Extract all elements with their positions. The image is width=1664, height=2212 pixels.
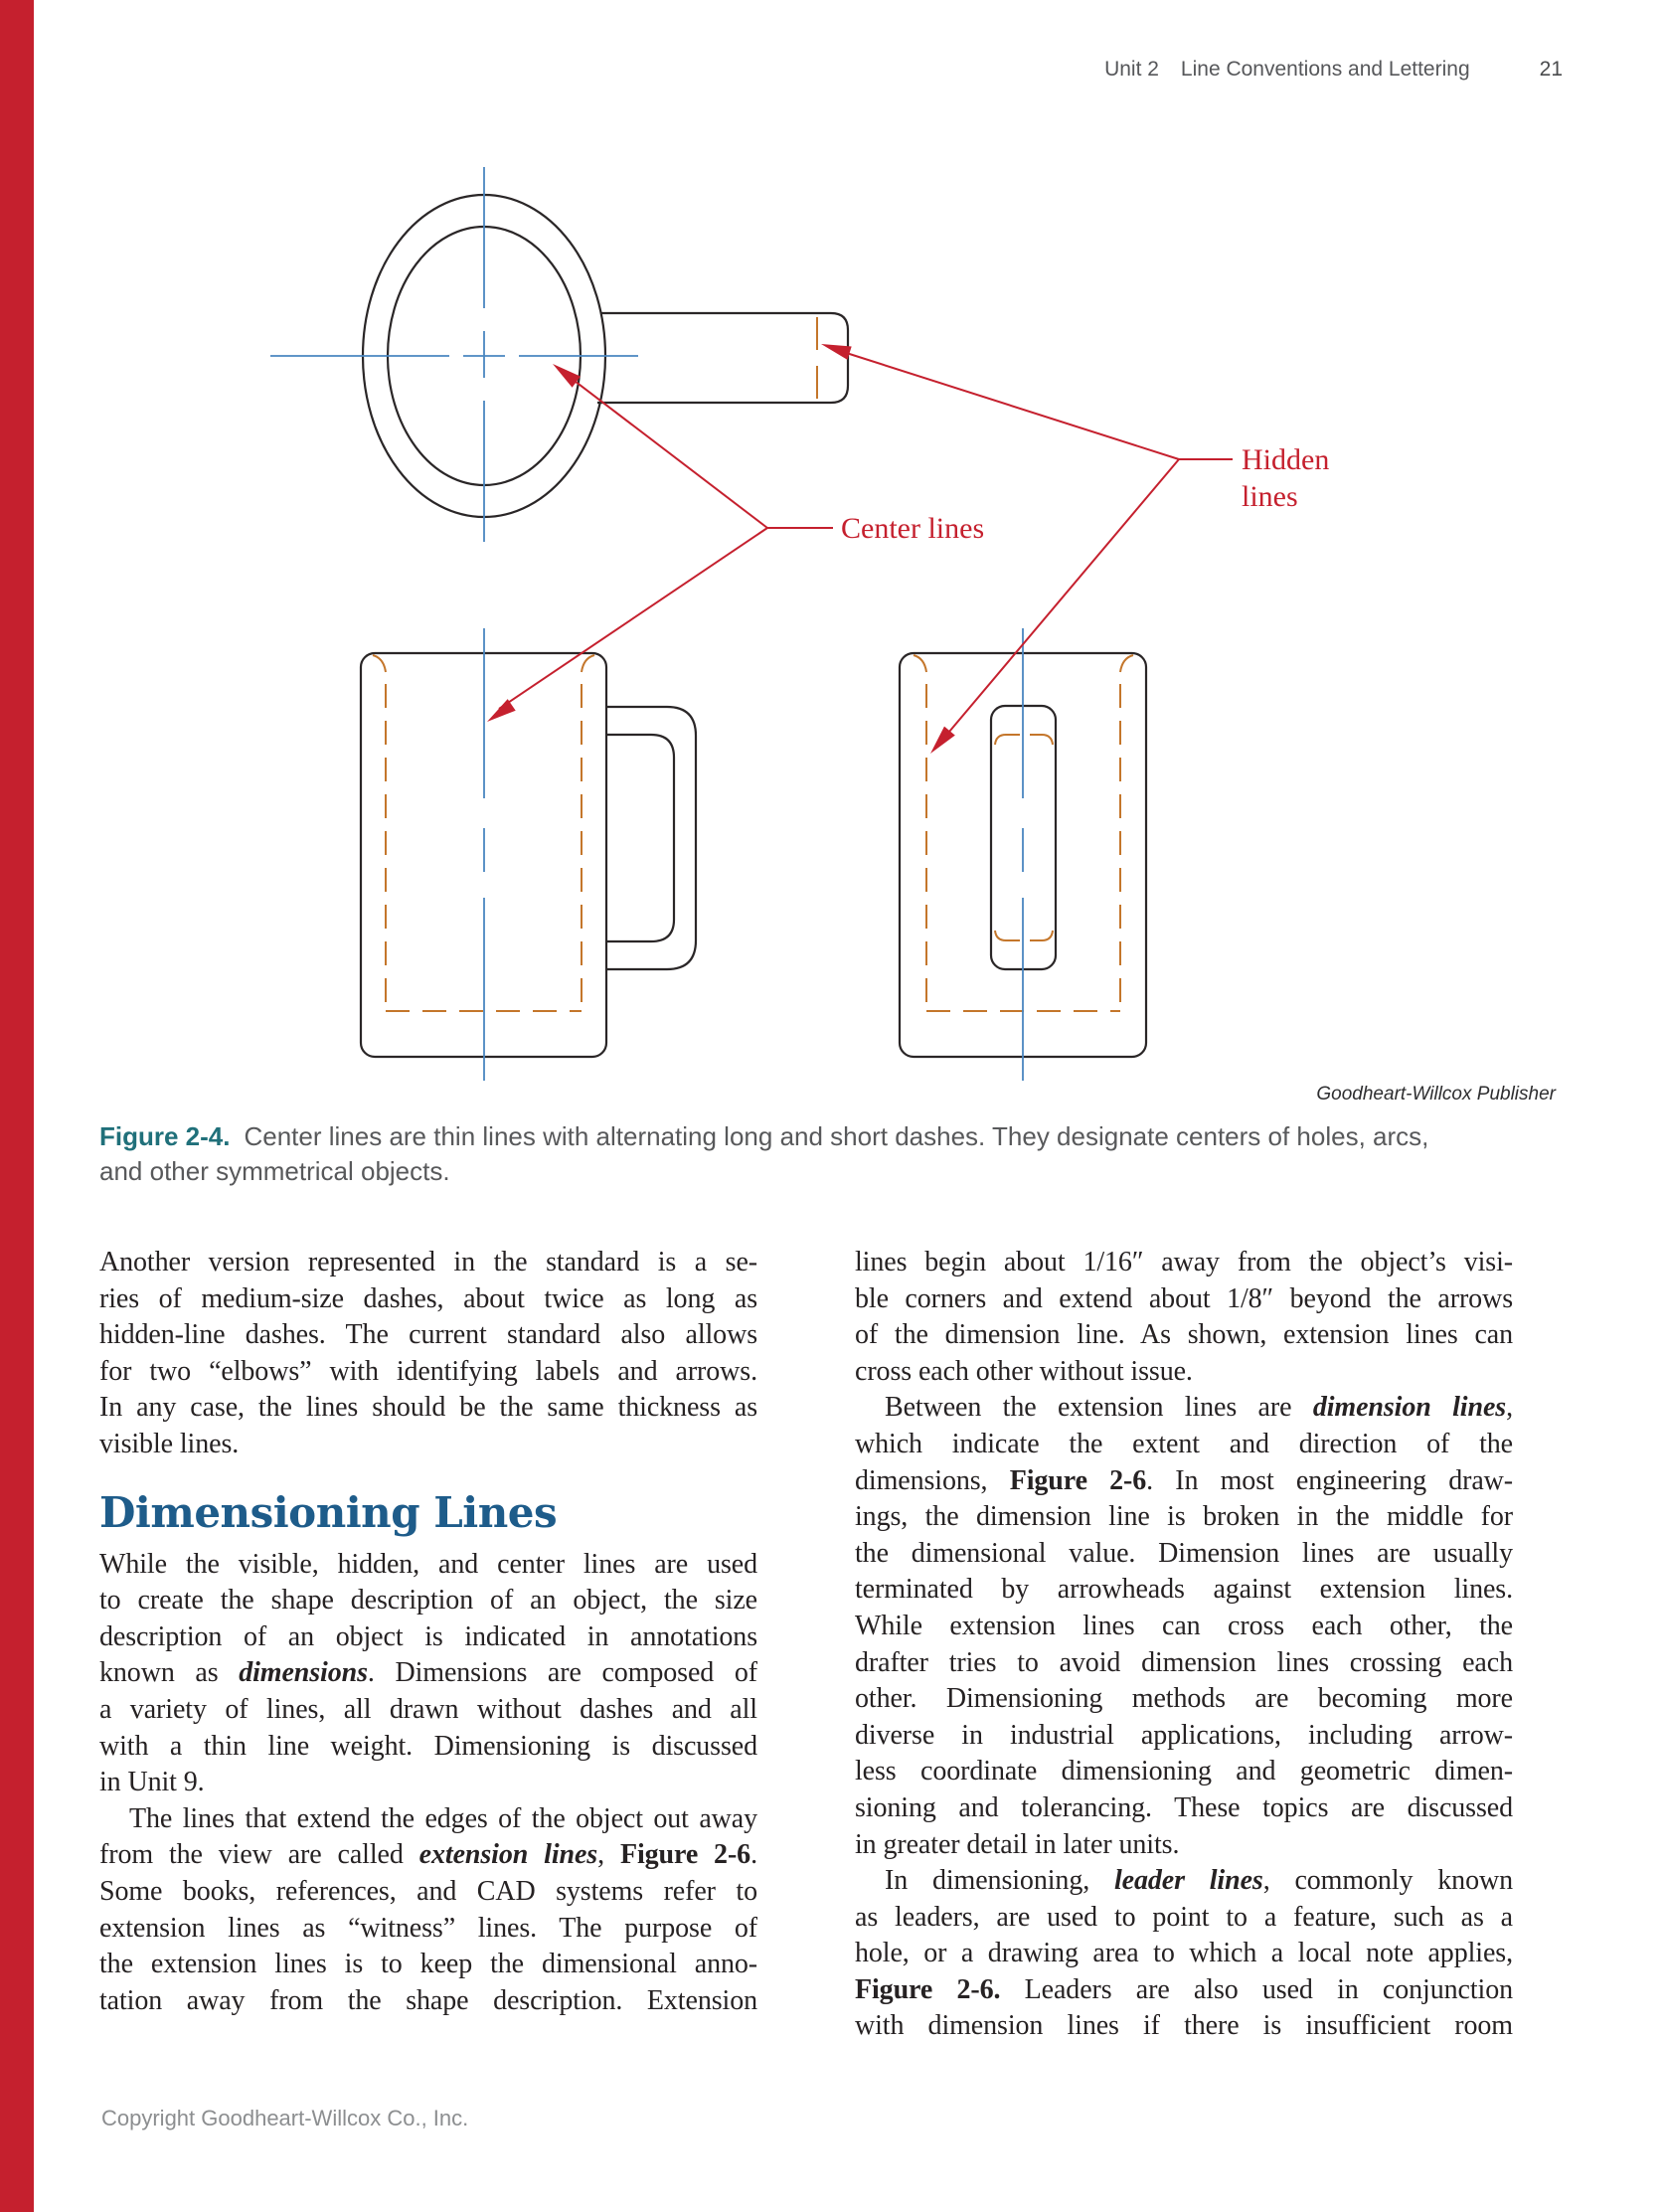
text-line <box>99 1874 757 1911</box>
text-segment: tation away from the shape description. Extension <box>99 1984 757 2016</box>
top-view <box>270 167 848 542</box>
text-segment: diverse in industrial applications, including arrow- <box>855 1719 1513 1751</box>
text-segment: the dimensional value. Dimension lines are usually <box>855 1537 1513 1569</box>
text-line <box>99 1547 757 1584</box>
figure-caption <box>99 1119 1476 1189</box>
text-segment: In any case, the lines should be the same thickness as <box>99 1392 757 1424</box>
emphasized-term: dimensions <box>239 1657 368 1689</box>
handle-outer <box>606 707 696 969</box>
publisher-credit: Goodheart-Willcox Publisher <box>1316 1084 1556 1105</box>
text-segment: , <box>1506 1392 1513 1424</box>
header-title: Line Conventions and Lettering <box>1180 58 1470 81</box>
text-line <box>855 1317 1513 1354</box>
front-view <box>361 628 696 1081</box>
text-line <box>99 1245 757 1281</box>
text-line <box>855 1681 1513 1718</box>
hidden-slot-bottom <box>995 931 1020 940</box>
figure-caption-line1 <box>99 1119 1476 1154</box>
text-segment: hole, or a drawing area to which a local note applies, <box>855 1938 1513 1969</box>
text-line <box>855 1645 1513 1682</box>
column-left <box>99 1245 757 2019</box>
text-segment: as leaders, are used to point to a feature, such as a <box>855 1901 1513 1933</box>
text-line <box>99 1281 757 1318</box>
text-segment: . In most engineering draw- <box>1146 1464 1513 1496</box>
hidden-lines-label: lines <box>1242 480 1298 513</box>
copyright-footer: Copyright Goodheart-Willcox Co., Inc. <box>101 2106 469 2130</box>
text-segment: terminated by arrowheads against extension lines. <box>855 1574 1513 1606</box>
text-line <box>855 2008 1513 2045</box>
hidden-slot-top <box>1030 735 1053 745</box>
text-line <box>855 1499 1513 1536</box>
text-segment: in Unit 9. <box>99 1767 205 1798</box>
figure-caption-line2: and other symmetrical objects. <box>99 1156 450 1186</box>
paragraph <box>855 1863 1513 2045</box>
text-line <box>855 1281 1513 1318</box>
text-line <box>855 1718 1513 1755</box>
arrowhead <box>553 364 581 388</box>
text-line <box>855 1790 1513 1827</box>
hidden-lines-label: Hidden <box>1242 443 1330 476</box>
text-line <box>855 1972 1513 2009</box>
text-segment: While the visible, hidden, and center lines are used <box>99 1548 757 1580</box>
text-segment: less coordinate dimensioning and geometric dimen- <box>855 1756 1513 1787</box>
text-segment: known as <box>99 1657 240 1689</box>
text-line <box>855 1354 1513 1391</box>
arrowhead <box>487 699 516 722</box>
text-line <box>99 1692 757 1729</box>
text-segment: Another version represented in the standard is a se- <box>99 1247 757 1277</box>
text-segment: sioning and tolerancing. These topics are discussed <box>855 1791 1513 1823</box>
text-segment: dimensions, <box>855 1464 1010 1496</box>
text-line <box>99 1390 757 1427</box>
text-segment: Some books, references, and CAD systems refer to <box>99 1875 757 1907</box>
text-line <box>855 1754 1513 1790</box>
text-segment: the extension lines is to keep the dimensional anno- <box>99 1949 757 1980</box>
figure-caption-tag: Figure 2-4. <box>99 1121 231 1151</box>
text-line <box>855 1463 1513 1500</box>
text-segment: , commonly known <box>1262 1865 1513 1897</box>
paragraph <box>99 1245 757 1463</box>
text-line <box>855 1572 1513 1609</box>
text-line <box>99 1837 757 1874</box>
text-segment: extension lines as “witness” lines. The purpose of <box>99 1912 757 1944</box>
text-line <box>855 1900 1513 1937</box>
text-segment: Between the extension lines are <box>885 1392 1313 1424</box>
hidden-corner-right <box>1120 655 1133 672</box>
text-segment: which indicate the extent and direction of the <box>855 1428 1513 1459</box>
leader-line <box>567 375 767 528</box>
text-line <box>99 1427 757 1463</box>
text-segment: ings, the dimension line is broken in the middle for <box>855 1501 1513 1533</box>
text-segment: Leaders are also used in conjunction <box>1000 1973 1513 2005</box>
header-unit: Unit 2 <box>1104 58 1159 81</box>
hidden-slot-top <box>995 735 1020 745</box>
text-line <box>99 1317 757 1354</box>
emphasized-term: dimension lines <box>1312 1392 1507 1424</box>
text-line <box>855 1536 1513 1573</box>
text-line <box>99 1655 757 1692</box>
text-line <box>99 1729 757 1766</box>
text-line <box>99 1983 757 2020</box>
emphasized-term: Figure 2-6 <box>1009 1464 1147 1496</box>
text-segment: with dimension lines if there is insufficient room <box>855 2010 1513 2042</box>
text-segment: visible lines. <box>99 1428 240 1459</box>
text-segment: for two “elbows” with identifying labels and arrows. <box>99 1355 757 1387</box>
side-view <box>900 628 1146 1081</box>
text-segment: to create the shape description of an object, the size <box>99 1585 757 1616</box>
text-line <box>855 1427 1513 1463</box>
text-segment: hidden-line dashes. The current standard also allows <box>99 1319 757 1351</box>
emphasized-term: extension lines <box>418 1839 598 1871</box>
text-segment: ble corners and extend about 1/8″ beyond the arrows <box>855 1282 1513 1314</box>
emphasized-term: Figure 2-6. <box>855 1973 1001 2005</box>
text-line <box>99 1583 757 1619</box>
text-segment: other. Dimensioning methods are becoming more <box>855 1683 1513 1715</box>
text-segment: While extension lines can cross each other, the <box>855 1610 1513 1641</box>
text-segment: in greater detail in later units. <box>855 1828 1180 1860</box>
hidden-corner-left <box>914 655 926 672</box>
text-segment: ries of medium-size dashes, about twice as long as <box>99 1282 757 1314</box>
text-line <box>99 1619 757 1656</box>
center-lines-label: Center lines <box>841 512 985 545</box>
text-segment: from the view are called <box>99 1839 419 1871</box>
paragraph <box>99 1547 757 1801</box>
annotations <box>487 344 1329 754</box>
text-segment: with a thin line weight. Dimensioning is discussed <box>99 1730 757 1762</box>
text-line <box>855 1390 1513 1427</box>
text-segment: . <box>750 1839 757 1871</box>
text-line <box>855 1863 1513 1900</box>
figure-caption-text: Center lines are thin lines with alternating long and short dashes. They designate centers of holes, arcs, <box>244 1121 1429 1151</box>
text-line <box>99 1354 757 1391</box>
text-line <box>855 1936 1513 1972</box>
text-line <box>99 1947 757 1983</box>
text-line <box>99 1911 757 1948</box>
leader-line <box>837 350 1179 459</box>
hidden-corner-left <box>373 655 386 672</box>
handle-inner <box>606 735 674 941</box>
section-heading: Dimensioning Lines <box>99 1487 558 1537</box>
handle-top-view <box>597 313 848 403</box>
arrowhead <box>821 344 852 360</box>
paragraph <box>855 1245 1513 1390</box>
emphasized-term: leader lines <box>1113 1865 1263 1897</box>
hidden-corner-right <box>582 655 594 672</box>
text-segment: of the dimension line. As shown, extension lines can <box>855 1319 1513 1351</box>
text-segment: In dimensioning, <box>885 1865 1114 1897</box>
text-segment: lines begin about 1/16″ away from the object’s visi- <box>855 1247 1513 1277</box>
text-segment: cross each other without issue. <box>855 1355 1193 1387</box>
column-right <box>855 1245 1513 2045</box>
leader-line <box>938 459 1179 745</box>
text-line <box>855 1827 1513 1864</box>
text-segment: drafter tries to avoid dimension lines crossing each <box>855 1646 1513 1678</box>
text-line <box>855 1609 1513 1645</box>
paragraph <box>855 1390 1513 1863</box>
paragraph <box>99 1801 757 2020</box>
hidden-slot-bottom <box>1030 931 1053 940</box>
leader-line <box>499 528 767 709</box>
header-page-number: 21 <box>1539 58 1563 81</box>
text-segment: description of an object is indicated in annotations <box>99 1620 757 1652</box>
emphasized-term: Figure 2-6 <box>619 1839 751 1871</box>
text-line <box>855 1245 1513 1281</box>
text-segment: a variety of lines, all drawn without dashes and all <box>99 1693 757 1725</box>
text-line <box>99 1801 757 1838</box>
text-segment: , <box>597 1839 620 1871</box>
text-segment: . Dimensions are composed of <box>367 1657 757 1689</box>
text-segment: The lines that extend the edges of the object out away <box>129 1802 757 1834</box>
text-line <box>99 1765 757 1801</box>
